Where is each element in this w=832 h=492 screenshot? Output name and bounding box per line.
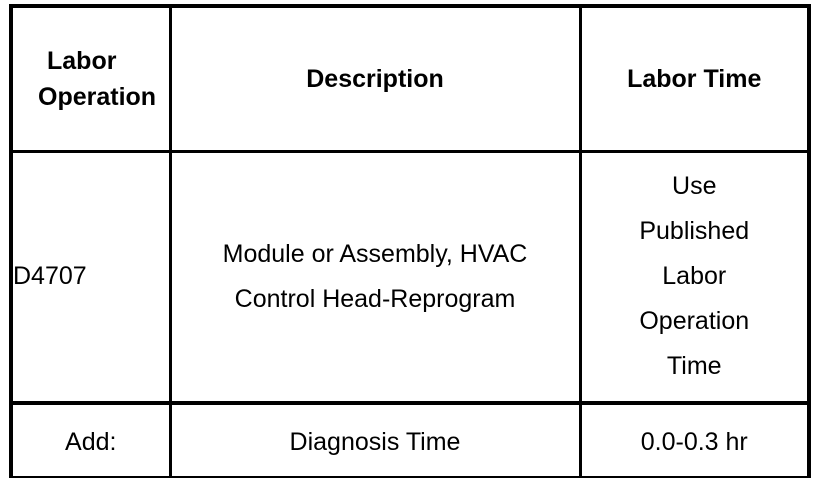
operation-description-line1: Module or Assembly, HVAC <box>222 239 528 268</box>
operation-description-line2: Control Head-Reprogram <box>234 284 516 313</box>
diagnosis-labor-time: 0.0-0.3 hr <box>580 403 809 477</box>
labor-operation-table <box>9 4 811 478</box>
operation-labor-time <box>580 151 809 403</box>
table-row <box>11 151 809 403</box>
labor-time-line: Operation <box>639 307 750 336</box>
labor-time-line: Labor <box>662 262 727 291</box>
table-header-row <box>11 6 809 151</box>
labor-time-line: Use <box>672 172 717 201</box>
add-label: Add: <box>11 403 170 477</box>
labor-time-line: Time <box>666 352 722 381</box>
table-row <box>11 403 809 477</box>
diagnosis-description: Diagnosis Time <box>170 403 580 477</box>
operation-description <box>170 151 580 403</box>
header-labor-operation <box>11 6 170 151</box>
labor-operation-code: D4707 <box>11 151 170 403</box>
header-labor-time: Labor Time <box>580 6 809 151</box>
header-labor-operation-line1: Labor <box>47 46 117 75</box>
header-labor-operation-line2: Operation <box>38 82 157 111</box>
labor-time-line: Published <box>639 217 750 246</box>
header-description: Description <box>170 6 580 151</box>
